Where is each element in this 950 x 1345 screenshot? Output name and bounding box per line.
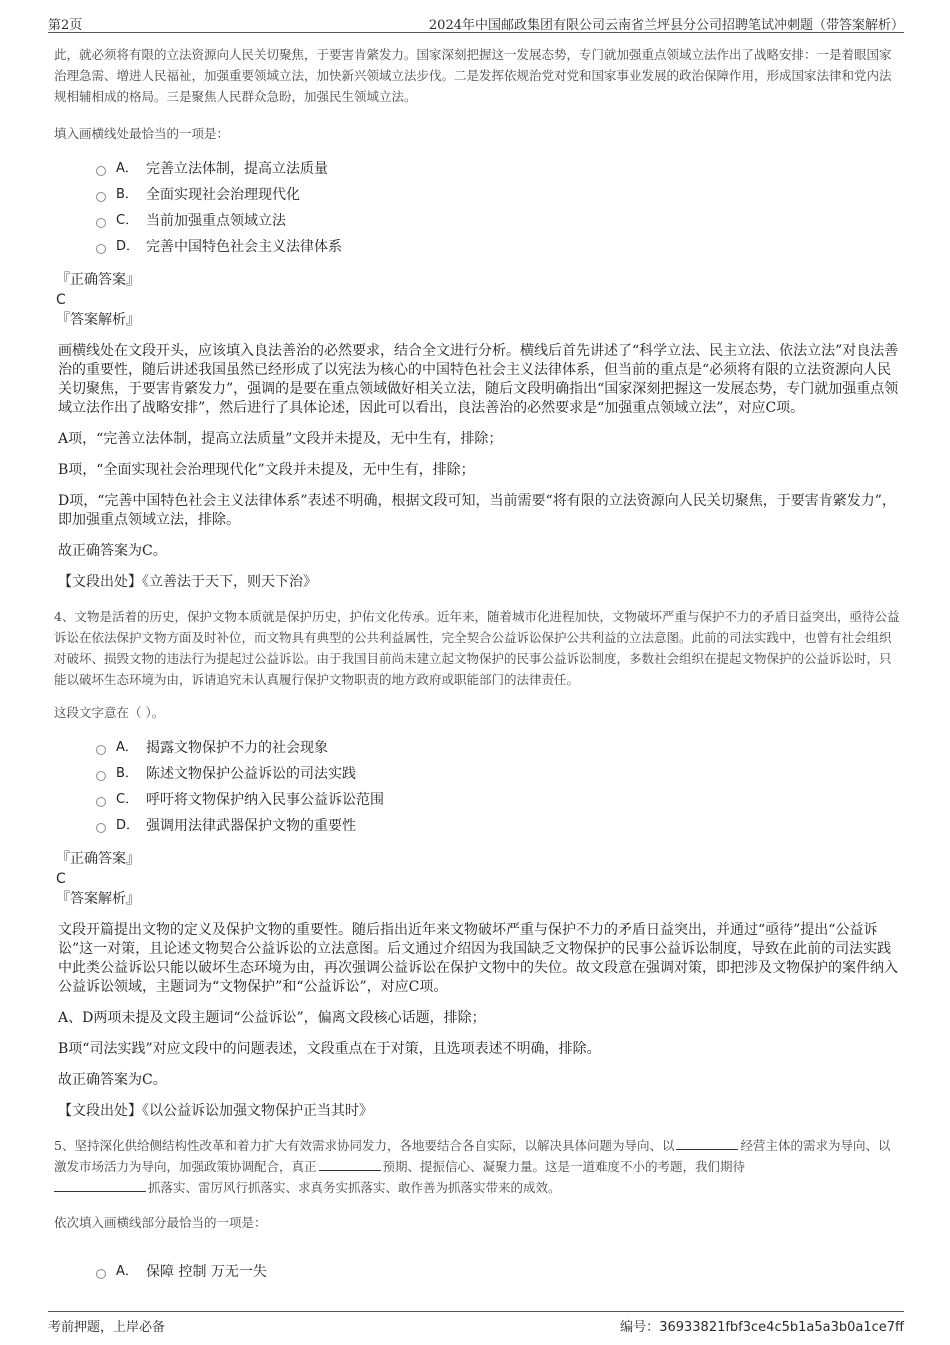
document-title: 2024年中国邮政集团有限公司云南省兰坪县分公司招聘笔试冲刺题（带答案解析）	[428, 18, 904, 33]
radio-icon[interactable]	[96, 797, 106, 807]
fill-blank-1	[676, 1137, 738, 1150]
q4-source: 【文段出处】《以公益诉讼加强文物保护正当其时》	[58, 1103, 373, 1119]
footer-slogan: 考前押题，上岸必备	[48, 1320, 166, 1335]
radio-icon[interactable]	[96, 166, 106, 176]
q4-answer-tag: 『正确答案』	[56, 851, 140, 867]
q4-analysis-main: 文段开篇提出文物的定义及保护文物的重要性。随后指出近年来文物破坏严重与保护不力的矛盾日益突出，并通过“亟待”提出“公益诉讼”这一对策，且论述文物契合公益诉讼的立法意图。后文通过介绍因为我国缺乏文物保护的民事公益诉讼制度，导致在此前的司法实践中此类公益诉讼只能以破坏生态环境为由，再次强调公益诉讼在保护文物中的失位。故文段意在强调对策，即把涉及文物保护的案件纳入公益诉讼领域，主题词为“文物保护”和“公益诉讼”，对应C项。	[58, 922, 898, 995]
q4-analysis-tag: 『答案解析』	[56, 891, 140, 907]
radio-icon[interactable]	[96, 745, 106, 755]
q3-option-c[interactable]: C． 当前加强重点领域立法	[96, 208, 902, 234]
radio-icon[interactable]	[96, 823, 106, 833]
document-code-value: 36933821fbf3ce4c5b1a5a3b0a1ce7ff	[659, 1320, 904, 1335]
q3-options	[96, 156, 902, 260]
q3-analysis-a: A项，“完善立法体制，提高立法质量”文段并未提及，无中生有，排除；	[58, 431, 503, 447]
q3-passage-tail: 此，就必须将有限的立法资源向人民关切聚焦，于要害肯綮发力。国家深刻把握这一发展态势，专门就加强重点领域立法作出了战略安排：一是着眼国家治理急需、增进人民福祉，加强重要领域立法，加快新兴领域立法步伐。二是发挥依规治党对党和国家事业发展的政治保障作用，形成国家法律和党内法规相辅相成的格局。三是聚焦人民群众急盼，加强民生领域立法。	[54, 47, 892, 104]
q3-option-a[interactable]: A． 完善立法体制，提高立法质量	[96, 156, 902, 182]
q5-stem: 依次填入画横线部分最恰当的一项是：	[54, 1215, 267, 1230]
q3-analysis-tag: 『答案解析』	[56, 312, 140, 328]
q3-option-d[interactable]: D． 完善中国特色社会主义法律体系	[96, 234, 902, 260]
q3-conclusion: 故正确答案为C。	[58, 543, 167, 559]
q5-passage: 5、坚持深化供给侧结构性改革和着力扩大有效需求协同发力，各地要结合各自实际，以解决具体问题为导向、以 经营主体的需求为导向、以激发市场活力为导向，加强政策协调配合，真正 预期、提振信心、凝聚力量。这是一道难度不小的考题，我们期待 抓落实、雷厉风行抓落实、求真务实抓落实、敢作善为抓落实带来的成效。	[54, 1138, 891, 1195]
q4-analysis-ad: A、D两项未提及文段主题词“公益诉讼”，偏离文段核心话题，排除；	[58, 1010, 486, 1026]
document-code: 编号：36933821fbf3ce4c5b1a5a3b0a1ce7ff	[620, 1320, 904, 1335]
radio-icon[interactable]	[96, 244, 106, 254]
q4-option-a[interactable]: A． 揭露文物保护不力的社会现象	[96, 735, 902, 761]
q3-source: 【文段出处】《立善法于天下，则天下治》	[58, 574, 317, 590]
q5-options	[96, 1259, 902, 1285]
q3-option-b[interactable]: B． 全面实现社会治理现代化	[96, 182, 902, 208]
q3-stem: 填入画横线处最恰当的一项是：	[54, 126, 230, 141]
q3-answer-tag: 『正确答案』	[56, 272, 140, 288]
q3-analysis-b: B项，“全面实现社会治理现代化”文段并未提及，无中生有，排除；	[58, 462, 475, 478]
q4-stem: 这段文字意在（ ）。	[54, 705, 165, 720]
radio-icon[interactable]	[96, 1269, 106, 1279]
q4-option-c[interactable]: C． 呼吁将文物保护纳入民事公益诉讼范围	[96, 787, 902, 813]
radio-icon[interactable]	[96, 771, 106, 781]
q5-option-a[interactable]: A． 保障 控制 万无一失	[96, 1259, 902, 1285]
page-header	[48, 10, 904, 33]
q4-options	[96, 735, 902, 839]
fill-blank-2	[319, 1158, 381, 1171]
q4-conclusion: 故正确答案为C。	[58, 1072, 167, 1088]
fill-blank-3	[54, 1179, 146, 1192]
q4-passage: 4、文物是活着的历史，保护文物本质就是保护历史，护佑文化传承。近年来，随着城市化进程加快，文物破坏严重与保护不力的矛盾日益突出，亟待公益诉讼在依法保护文物方面及时补位，而文物具有典型的公共利益属性，完全契合公益诉讼保护公共利益的立法意图。此前的司法实践中，也曾有社会组织对破坏、损毁文物的违法行为提起过公益诉讼。由于我国目前尚未建立起文物保护的民事公益诉讼制度，多数社会组织在提起文物保护的公益诉讼时，只能以破坏生态环境为由，诉请追究未认真履行保护文物职责的地方政府或职能部门的法律责任。	[54, 609, 900, 687]
radio-icon[interactable]	[96, 218, 106, 228]
q3-answer: C	[56, 292, 66, 308]
q4-option-d[interactable]: D． 强调用法律武器保护文物的重要性	[96, 813, 902, 839]
q3-analysis-main: 画横线处在文段开头，应该填入良法善治的必然要求，结合全文进行分析。横线后首先讲述了“科学立法、民主立法、依法立法”对良法善治的重要性，随后讲述我国虽然已经形成了以宪法为核心的中国特色社会主义法律体系，但当前的重点是“必须将有限的立法资源向人民关切聚焦，于要害肯綮发力”，强调的是要在重点领域做好相关立法，随后文段明确指出“国家深刻把握这一发展态势，专门就加强重点领域立法作出了战略安排”，然后进行了具体论述，因此可以看出，良法善治的必然要求是“加强重点领域立法”，对应C项。	[58, 343, 899, 416]
q4-answer: C	[56, 871, 66, 887]
q4-option-b[interactable]: B． 陈述文物保护公益诉讼的司法实践	[96, 761, 902, 787]
radio-icon[interactable]	[96, 192, 106, 202]
q4-analysis-b: B项“司法实践”对应文段中的问题表述，文段重点在于对策，且选项表述不明确，排除。	[58, 1041, 601, 1057]
page-number: 第2页	[48, 18, 83, 33]
page-footer	[48, 1311, 904, 1336]
page-content	[54, 44, 902, 1295]
q3-analysis-d: D项，“完善中国特色社会主义法律体系”表述不明确，根据文段可知，当前需要“将有限的立法资源向人民关切聚焦，于要害肯綮发力”，即加强重点领域立法，排除。	[58, 493, 896, 528]
